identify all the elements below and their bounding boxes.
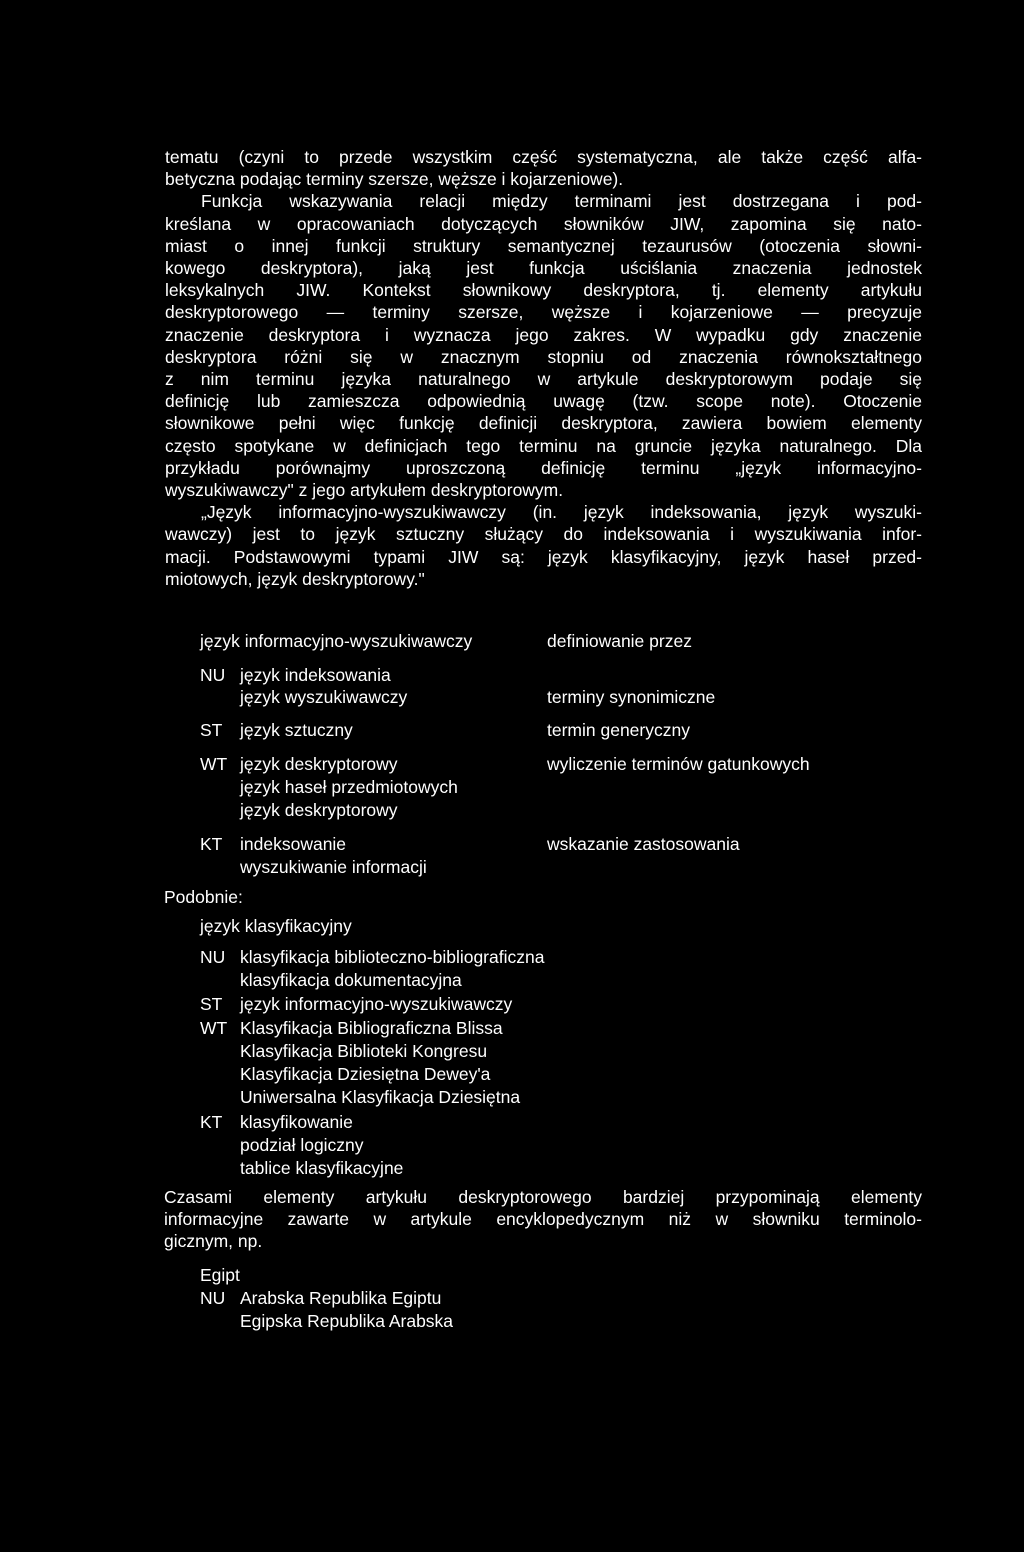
- term: Egipska Republika Arabska: [240, 1311, 454, 1331]
- term: język indeksowania: [240, 665, 391, 685]
- term: Klasyfikacja Biblioteki Kongresu: [240, 1041, 488, 1061]
- text-line: słownikowe pełni więc funkcję definicji deskryptora, zawiera bowiem elementy: [165, 413, 922, 434]
- text-line: deskryptorowego — terminy szersze, węższe i kojarzeniowe — precyzuje: [165, 302, 922, 323]
- text-line: znaczenie deskryptora i wyznacza jego zakres. W wypadku gdy znaczenie: [165, 324, 922, 345]
- term: indeksowanie: [240, 834, 347, 854]
- text-line: często spotykane w definicjach tego terminu na gruncie języka naturalnego. Dla: [165, 435, 922, 456]
- relation-code-st: ST: [200, 720, 223, 740]
- relation-code-nu: NU: [200, 665, 226, 685]
- article-heading: Egipt: [200, 1265, 240, 1285]
- text-line: Funkcja wskazywania relacji między terminami jest dostrzegana i pod-: [201, 191, 922, 212]
- text-line: wawczy) jest to język sztuczny służący do indeksowania i wyszukiwania infor-: [165, 524, 922, 545]
- text-line: wyszukiwawczy" z jego artykułem deskryptorowym.: [165, 480, 564, 501]
- term: Arabska Republika Egiptu: [240, 1288, 442, 1308]
- text-line: Czasami elementy artykułu deskryptorowego bardziej przypominają elementy: [164, 1187, 922, 1207]
- term: Uniwersalna Klasyfikacja Dziesiętna: [240, 1087, 521, 1107]
- term: klasyfikowanie: [240, 1112, 353, 1132]
- podobnie-label: Podobnie:: [164, 887, 243, 907]
- term: język deskryptorowy: [240, 800, 398, 820]
- term: podział logiczny: [240, 1135, 364, 1155]
- article-note: termin generyczny: [547, 720, 690, 740]
- term: język haseł przedmiotowych: [240, 777, 458, 797]
- relation-code-wt: WT: [200, 754, 228, 774]
- term: wyszukiwanie informacji: [240, 857, 427, 877]
- text-line: betyczna podając terminy szersze, węższe i kojarzeniowe).: [165, 169, 624, 190]
- term: język sztuczny: [240, 720, 353, 740]
- term: Klasyfikacja Dziesiętna Dewey'a: [240, 1064, 491, 1084]
- relation-code-st: ST: [200, 994, 223, 1014]
- article-note: wskazanie zastosowania: [547, 834, 740, 854]
- text-line: definicję lub zamieszcza odpowiednią uwagę (tzw. scope note). Otoczenie: [165, 391, 922, 412]
- relation-code-nu: NU: [200, 947, 226, 967]
- term: język deskryptorowy: [240, 754, 398, 774]
- text-line: kreślana w opracowaniach dotyczących słowników JIW, zapomina się nato-: [165, 213, 922, 234]
- text-line: informacyjne zawarte w artykule encyklopedycznym niż w słowniku terminolo-: [164, 1209, 922, 1230]
- article-heading: język klasyfikacyjny: [200, 916, 352, 936]
- term: język informacyjno-wyszukiwawczy: [240, 994, 513, 1014]
- text-line: miotowych, język deskryptorowy.": [165, 568, 425, 589]
- text-line: gicznym, np.: [164, 1231, 263, 1252]
- text-line: z nim terminu języka naturalnego w artykule deskryptorowym podaje się: [165, 369, 922, 390]
- text-line: „Język informacyjno-wyszukiwawczy (in. język indeksowania, język wyszuki-: [201, 502, 922, 523]
- term: język wyszukiwawczy: [240, 687, 408, 707]
- relation-code-wt: WT: [200, 1018, 228, 1038]
- text-line: deskryptora różni się w znacznym stopniu od znaczenia równokształtnego: [165, 346, 922, 367]
- text-line: macji. Podstawowymi typami JIW są: język klasyfikacyjny, język haseł przed-: [165, 546, 922, 567]
- article-note: definiowanie przez: [547, 631, 692, 651]
- relation-code-nu: NU: [200, 1288, 226, 1308]
- term: klasyfikacja dokumentacyjna: [240, 970, 462, 990]
- term: tablice klasyfikacyjne: [240, 1158, 404, 1178]
- relation-code-kt: KT: [200, 834, 223, 854]
- text-line: kowego deskryptora), jaką jest funkcja uściślania znaczenia jednostek: [165, 258, 922, 279]
- article-note: wyliczenie terminów gatunkowych: [547, 754, 810, 774]
- relation-code-kt: KT: [200, 1112, 223, 1132]
- text-line: leksykalnych JIW. Kontekst słownikowy deskryptora, tj. elementy artykułu: [165, 280, 922, 301]
- article-heading: język informacyjno-wyszukiwawczy: [200, 631, 473, 651]
- article-note: terminy synonimiczne: [547, 687, 716, 707]
- text-line: tematu (czyni to przede wszystkim część systematyczna, ale także część alfa-: [165, 147, 922, 167]
- term: klasyfikacja biblioteczno-bibliograficzna: [240, 947, 545, 967]
- text-line: przykładu porównajmy uproszczoną definicję terminu „język informacyjno-: [165, 457, 922, 478]
- text-line: miast o innej funkcji struktury semantycznej tezaurusów (otoczenia słowni-: [165, 235, 922, 256]
- term: Klasyfikacja Bibliograficzna Blissa: [240, 1018, 503, 1038]
